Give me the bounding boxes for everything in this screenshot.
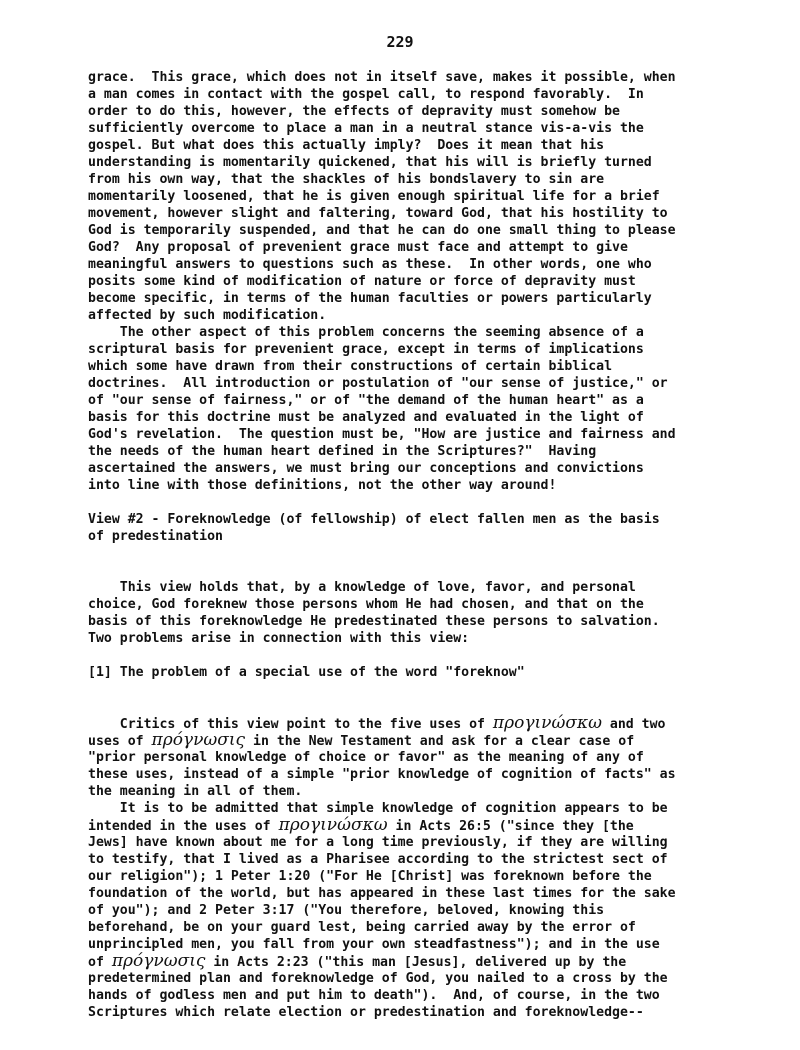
text-line: hands of godless men and put him to death"). And, of course, in the two: [88, 988, 660, 1003]
text-line: affected by such modification.: [88, 308, 327, 323]
body-text: [88, 69, 728, 1021]
text-line: Two problems arise in connection with this view:: [88, 631, 470, 646]
text-line: into line with those definitions, not the other way around!: [88, 478, 557, 493]
text-line: posits some kind of modification of nature or force of depravity must: [88, 274, 636, 289]
text-line: predetermined plan and foreknowledge of God, you nailed to a cross by the: [88, 971, 668, 986]
text-line: our religion"); 1 Peter 1:20 ("For He [Christ] was foreknown before the: [88, 869, 652, 884]
text-line: ascertained the answers, we must bring our conceptions and convictions: [88, 461, 644, 476]
text-line: choice, God foreknew those persons whom He had chosen, and that on the: [88, 597, 644, 612]
text-line: which some have drawn from their constructions of certain biblical: [88, 359, 613, 374]
text-line: God? Any proposal of prevenient grace must face and attempt to give: [88, 240, 628, 255]
blank-line: [88, 494, 728, 511]
text-line: of πρόγνωσις in Acts 2:23 ("this man [Jesus], delivered up by the: [88, 951, 627, 971]
blank-line: [88, 562, 728, 579]
text-line: intended in the uses of προγινώσκω in Acts 26:5 ("since they [the: [88, 815, 634, 835]
text-line: the meaning in all of them.: [88, 784, 303, 799]
text-line: unprincipled men, you fall from your own steadfastness"); and in the use: [88, 937, 660, 952]
text-line: This view holds that, by a knowledge of love, favor, and personal: [88, 580, 636, 595]
text-line: foundation of the world, but has appeared in these last times for the sake: [88, 886, 676, 901]
text-line: grace. This grace, which does not in itself save, makes it possible, when: [88, 70, 676, 85]
text-line: View #2 - Foreknowledge (of fellowship) of elect fallen men as the basis: [88, 512, 660, 527]
text-line: of you"); and 2 Peter 3:17 ("You therefore, beloved, knowing this: [88, 903, 605, 918]
greek-word: προγινώσκω: [492, 713, 602, 733]
text-line: basis of this foreknowledge He predestinated these persons to salvation.: [88, 614, 660, 629]
blank-line: [88, 647, 728, 664]
text-line: sufficiently overcome to place a man in a neutral stance vis-a-vis the: [88, 121, 644, 136]
text-line: The other aspect of this problem concerns the seeming absence of a: [88, 325, 644, 340]
text-line: Jews] have known about me for a long time previously, if they are willing: [88, 835, 668, 850]
text-line: momentarily loosened, that he is given enough spiritual life for a brief: [88, 189, 660, 204]
text-line: become specific, in terms of the human faculties or powers particularly: [88, 291, 652, 306]
text-line: order to do this, however, the effects of depravity must somehow be: [88, 104, 620, 119]
greek-word: πρόγνωσις: [111, 951, 206, 971]
text-line: to testify, that I lived as a Pharisee according to the strictest sect of: [88, 852, 668, 867]
text-line: "prior personal knowledge of choice or favor" as the meaning of any of: [88, 750, 644, 765]
blank-line: [88, 698, 728, 715]
text-line: from his own way, that the shackles of his bondslavery to sin are: [88, 172, 605, 187]
text-line: the needs of the human heart defined in the Scriptures?" Having: [88, 444, 597, 459]
text-line: God is temporarily suspended, and that he can do one small thing to please: [88, 223, 676, 238]
text-line: basis for this doctrine must be analyzed and evaluated in the light of: [88, 410, 644, 425]
text-line: beforehand, be on your guard lest, being carried away by the error of: [88, 920, 636, 935]
text-line: [1] The problem of a special use of the word "foreknow": [88, 665, 525, 680]
text-line: a man comes in contact with the gospel call, to respond favorably. In: [88, 87, 644, 102]
text-line: It is to be admitted that simple knowledge of cognition appears to be: [88, 801, 668, 816]
text-line: doctrines. All introduction or postulation of "our sense of justice," or: [88, 376, 668, 391]
text-line: meaningful answers to questions such as these. In other words, one who: [88, 257, 652, 272]
text-line: of "our sense of fairness," or of "the demand of the human heart" as a: [88, 393, 644, 408]
blank-line: [88, 545, 728, 562]
text-line: of predestination: [88, 529, 223, 544]
greek-word: προγινώσκω: [278, 815, 388, 835]
text-line: gospel. But what does this actually imply? Does it mean that his: [88, 138, 605, 153]
text-line: scriptural basis for prevenient grace, except in terms of implications: [88, 342, 644, 357]
text-line: Scriptures which relate election or predestination and foreknowledge--: [88, 1005, 644, 1020]
greek-word: πρόγνωσις: [151, 730, 246, 750]
text-line: movement, however slight and faltering, toward God, that his hostility to: [88, 206, 668, 221]
text-line: uses of πρόγνωσις in the New Testament and ask for a clear case of: [88, 730, 635, 750]
page-number: 229: [386, 33, 414, 51]
text-line: Critics of this view point to the five uses of προγινώσκω and two: [88, 713, 666, 733]
text-line: God's revelation. The question must be, "How are justice and fairness and: [88, 427, 676, 442]
blank-line: [88, 681, 728, 698]
text-line: these uses, instead of a simple "prior knowledge of cognition of facts" as: [88, 767, 676, 782]
text-line: understanding is momentarily quickened, that his will is briefly turned: [88, 155, 652, 170]
